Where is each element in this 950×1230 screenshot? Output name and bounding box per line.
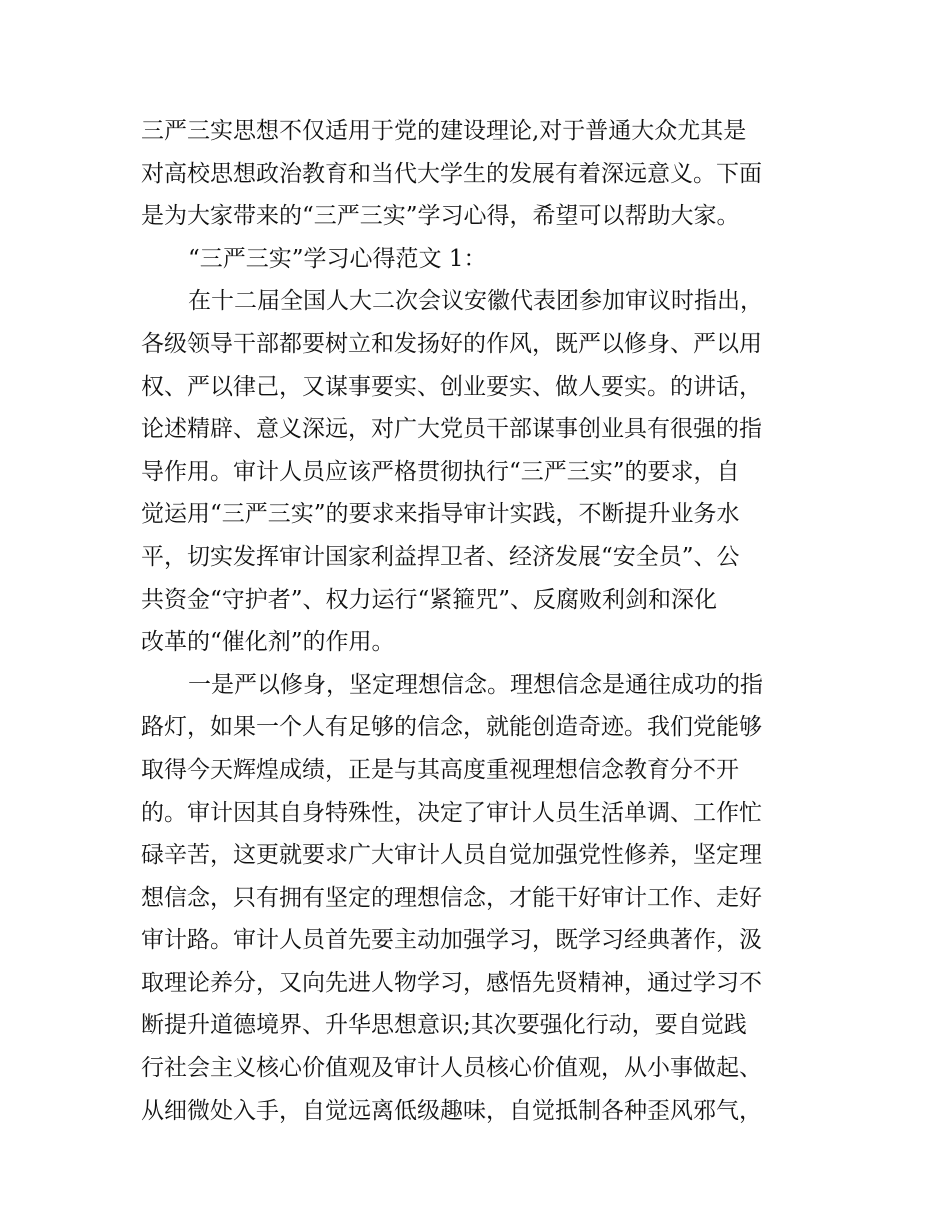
text-line: 觉运用“三严三实”的要求来指导审计实践，不断提升业务水 [141,501,740,528]
text-line: 碌辛苦，这更就要求广大审计人员自觉加强党性修养，坚定理 [141,842,762,869]
body-text [141,110,813,1132]
text-line: 论述精辟、意义深远，对广大党员干部谋事创业具有很强的指 [141,416,762,443]
text-line: 权、严以律己，又谋事要实、创业要实、做人要实。的讲话， [141,373,762,400]
text-line: 导作用。审计人员应该严格贯彻执行“三严三实”的要求，自 [141,458,740,485]
text-line: 对高校思想政治教育和当代大学生的发展有着深远意义。下面 [141,160,762,187]
text-line: 改革的“催化剂”的作用。 [141,629,395,656]
text-line: 各级领导干部都要树立和发扬好的作风，既严以修身、严以用 [141,330,762,357]
text-line: 想信念，只有拥有坚定的理想信念，才能干好审计工作、走好 [141,884,762,911]
text-line: 取得今天辉煌成绩，正是与其高度重视理想信念教育分不开 [141,756,739,783]
text-line: 是为大家带来的“三严三实”学习心得，希望可以帮助大家。 [141,203,740,230]
text-line: “三严三实”学习心得范文 1： [188,245,487,272]
text-line: 在十二届全国人大二次会议安徽代表团参加审议时指出， [188,288,763,315]
text-line: 一是严以修身，坚定理想信念。理想信念是通往成功的指 [188,671,763,698]
text-line: 从细微处入手，自觉远离低级趣味，自觉抵制各种歪风邪气， [141,1097,762,1124]
text-line: 取理论养分，又向先进人物学习，感悟先贤精神，通过学习不 [141,969,762,996]
text-line: 平，切实发挥审计国家利益捍卫者、经济发展“安全员”、公 [141,543,740,570]
text-line: 三严三实思想不仅适用于党的建设理论,对于普通大众尤其是 [141,118,747,144]
text-line: 审计路。审计人员首先要主动加强学习，既学习经典著作，汲 [141,927,762,954]
text-line: 的。审计因其自身特殊性，决定了审计人员生活单调、工作忙 [141,799,762,826]
text-line: 断提升道德境界、升华思想意识;其次要强化行动，要自觉践 [141,1012,747,1039]
text-line: 路灯，如果一个人有足够的信念，就能创造奇迹。我们党能够 [141,714,762,741]
text-line: 行社会主义核心价值观及审计人员核心价值观，从小事做起、 [141,1055,762,1082]
text-line: 共资金“守护者”、权力运行“紧箍咒”、反腐败利剑和深化 [141,586,718,613]
